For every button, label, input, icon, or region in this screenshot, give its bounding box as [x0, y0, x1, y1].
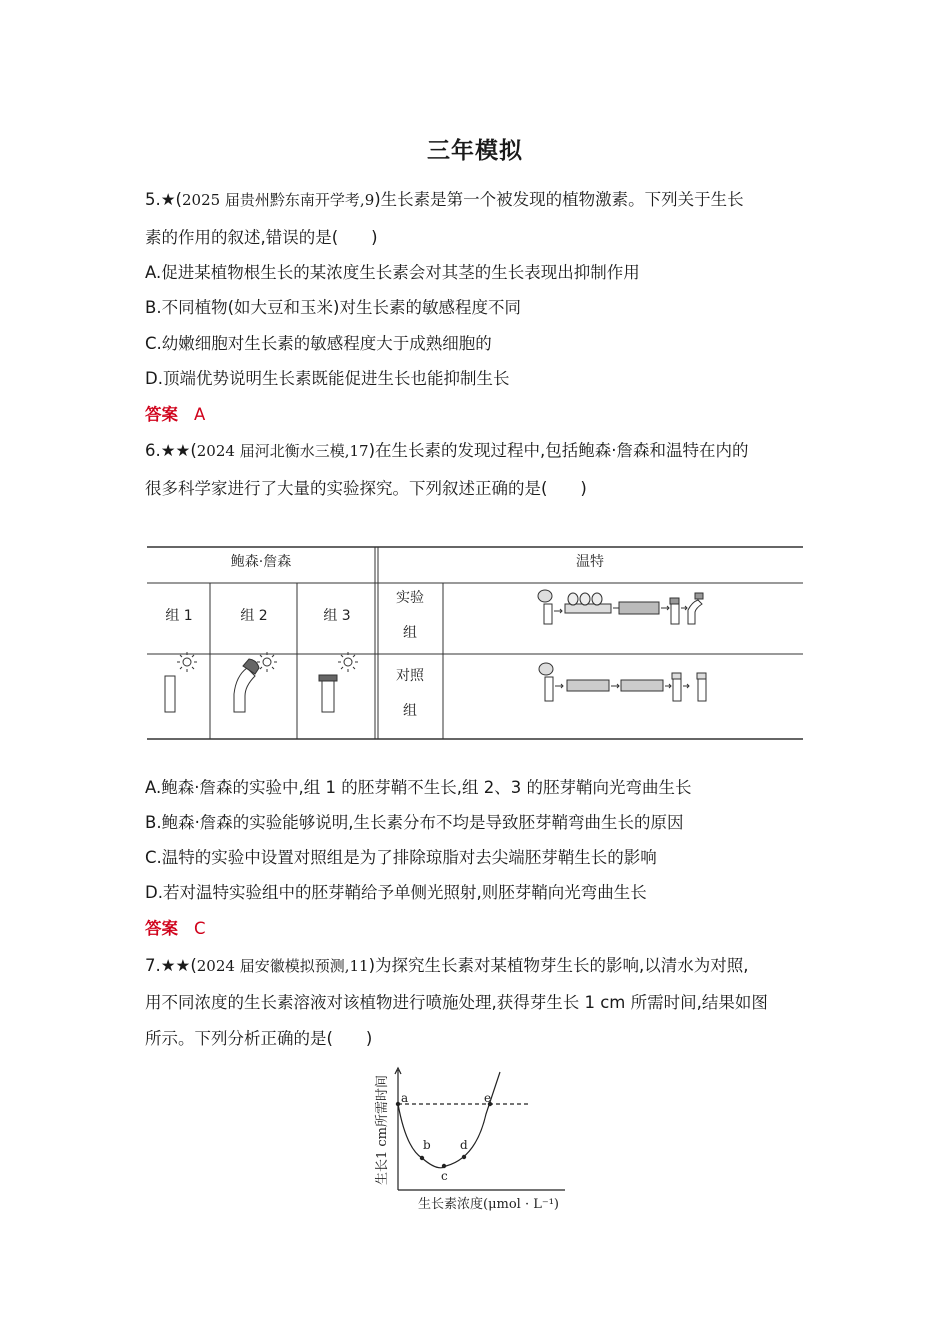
q5-stem-line2: 素的作用的叙述,错误的是( ) — [145, 228, 378, 247]
q5-option-a: A.促进某植物根生长的某浓度生长素会对其茎的生长表现出抑制作用 — [145, 263, 640, 282]
point-b-label: b — [423, 1138, 431, 1152]
went-control-sequence — [539, 663, 706, 701]
group-3-label: 组 3 — [323, 608, 351, 624]
group-1-label: 组 1 — [165, 608, 193, 624]
group-2-label: 组 2 — [240, 608, 268, 624]
q5-option-b: B.不同植物(如大豆和玉米)对生长素的敏感程度不同 — [145, 298, 521, 317]
q5-stem-line1: 5.★(2025 届贵州黔东南开学考,9)生长素是第一个被发现的植物激素。下列关于生长 — [145, 190, 744, 209]
went-experimental-sequence — [538, 590, 703, 624]
header-boysen-jensen: 鲍森·詹森 — [230, 554, 292, 570]
q7-stem-line1: 7.★★(2024 届安徽模拟预测,11)为探究生长素对某植物芽生长的影响,以清水为对照, — [145, 956, 749, 975]
growth-time-graph — [360, 1060, 590, 1220]
ctrl-row-label-1: 对照 — [396, 668, 424, 684]
point-e-label: e — [484, 1091, 492, 1105]
group-3-coleoptile-drawing — [317, 652, 358, 712]
q6-option-c: C.温特的实验中设置对照组是为了排除琼脂对去尖端胚芽鞘生长的影响 — [145, 848, 657, 867]
point-a-label: a — [401, 1091, 409, 1105]
section-title: 三年模拟 — [427, 138, 523, 164]
q6-stem-line2: 很多科学家进行了大量的实验探究。下列叙述正确的是( ) — [145, 479, 587, 498]
q5-option-d: D.顶端优势说明生长素既能促进生长也能抑制生长 — [145, 369, 510, 388]
header-went: 温特 — [576, 554, 604, 570]
q6-option-a: A.鲍森·詹森的实验中,组 1 的胚芽鞘不生长,组 2、3 的胚芽鞘向光弯曲生长 — [145, 778, 692, 797]
q6-answer: 答案 C — [145, 919, 206, 938]
q6-option-d: D.若对温特实验组中的胚芽鞘给予单侧光照射,则胚芽鞘向光弯曲生长 — [145, 883, 647, 902]
group-2-coleoptile-drawing — [233, 652, 277, 712]
y-axis-label: 生长1 cm所需时间 — [375, 1074, 390, 1185]
experiment-table-figure — [147, 546, 804, 744]
point-b — [420, 1156, 424, 1160]
point-c — [442, 1164, 446, 1168]
q6-option-b: B.鲍森·詹森的实验能够说明,生长素分布不均是导致胚芽鞘弯曲生长的原因 — [145, 813, 684, 832]
point-d-label: d — [460, 1138, 468, 1152]
point-a — [396, 1102, 400, 1106]
q6-stem-line1: 6.★★(2024 届河北衡水三模,17)在生长素的发现过程中,包括鲍森·詹森和温特在内的 — [145, 441, 749, 460]
x-axis-label: 生长素浓度(μmol · L⁻¹) — [418, 1197, 560, 1212]
q5-answer: 答案 A — [145, 405, 206, 424]
point-d — [462, 1155, 466, 1159]
q7-stem-line3: 所示。下列分析正确的是( ) — [145, 1029, 373, 1048]
response-curve — [398, 1072, 500, 1168]
q5-option-c: C.幼嫩细胞对生长素的敏感程度大于成熟细胞的 — [145, 334, 492, 353]
exp-row-label-2: 组 — [403, 625, 417, 641]
point-c-label: c — [441, 1169, 448, 1183]
q7-stem-line2: 用不同浓度的生长素溶液对该植物进行喷施处理,获得芽生长 1 cm 所需时间,结果如图 — [145, 993, 768, 1012]
ctrl-row-label-2: 组 — [403, 703, 417, 719]
exp-row-label-1: 实验 — [396, 590, 424, 606]
group-1-coleoptile-drawing — [147, 652, 197, 712]
